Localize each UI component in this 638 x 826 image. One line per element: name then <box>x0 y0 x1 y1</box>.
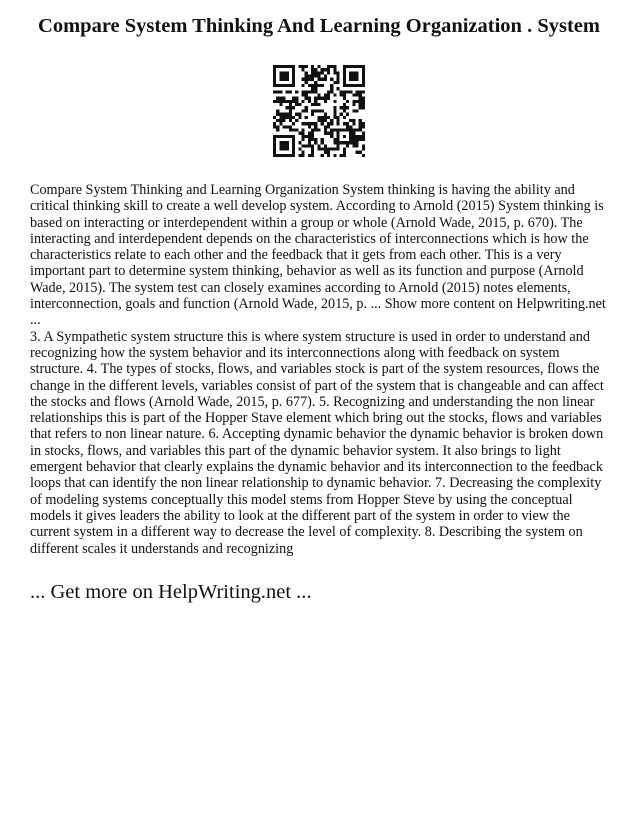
qr-code-icon <box>273 65 365 157</box>
document-title: Compare System Thinking And Learning Organization . System <box>38 15 600 37</box>
paragraph-list: 3. A Sympathetic system structure this is where system structure is used in order to understand and recognizing how the system behavior and its interconnections along with feedback on system structure. 4. The types of stocks, flows, and variables stock is part of the system resources, flows the change in the different levels, variables consist of part of the system that is changeable and can affect the stocks and flows (Arnold Wade, 2015, p. 677). 5. Recognizing and understanding the non linear relationships this is part of the Hopper Stave element which bring out the stocks, flows and variables that refers to non linear nature. 6. Accepting dynamic behavior the dynamic behavior is broken down in stocks, flows, and variables this part of the dynamic behavior system. It also brings to light emergent behavior that clearly explains the dynamic behavior and its interconnection to the feedback loops that can identify the non linear relationship to dynamic behavior. 7. Decreasing the complexity of modeling systems conceptually this model stems from Hopper Steve by using the conceptual models it gives leaders the ability to look at the different part of the system in order to view the current system in a different way to decrease the level of complexity. 8. Describing the system on different scales it understands and recognizing <box>30 328 604 557</box>
paragraph-intro: Compare System Thinking and Learning Organization System thinking is having the ability and critical thinking skill to create a well develop system. According to Arnold (2015) System thinking is based on interacting or interdependent within a group or whole (Arnold Wade, 2015, p. 670). The interacting and interdependent depends on the characteristics of interconnections which is how the characteristics relate to each other and the feedback that it gets from each other. This is a very important part to determine system thinking, behavior as well as its function and purpose (Arnold Wade, 2015). The system test can closely examines according to Arnold (2015) notes elements, interconnection, goals and function (Arnold Wade, 2015, p. ... Show more content on Helpwriting.net ... <box>30 182 606 329</box>
document-body <box>30 182 608 557</box>
get-more-link[interactable]: ... Get more on HelpWriting.net ... <box>30 581 312 603</box>
